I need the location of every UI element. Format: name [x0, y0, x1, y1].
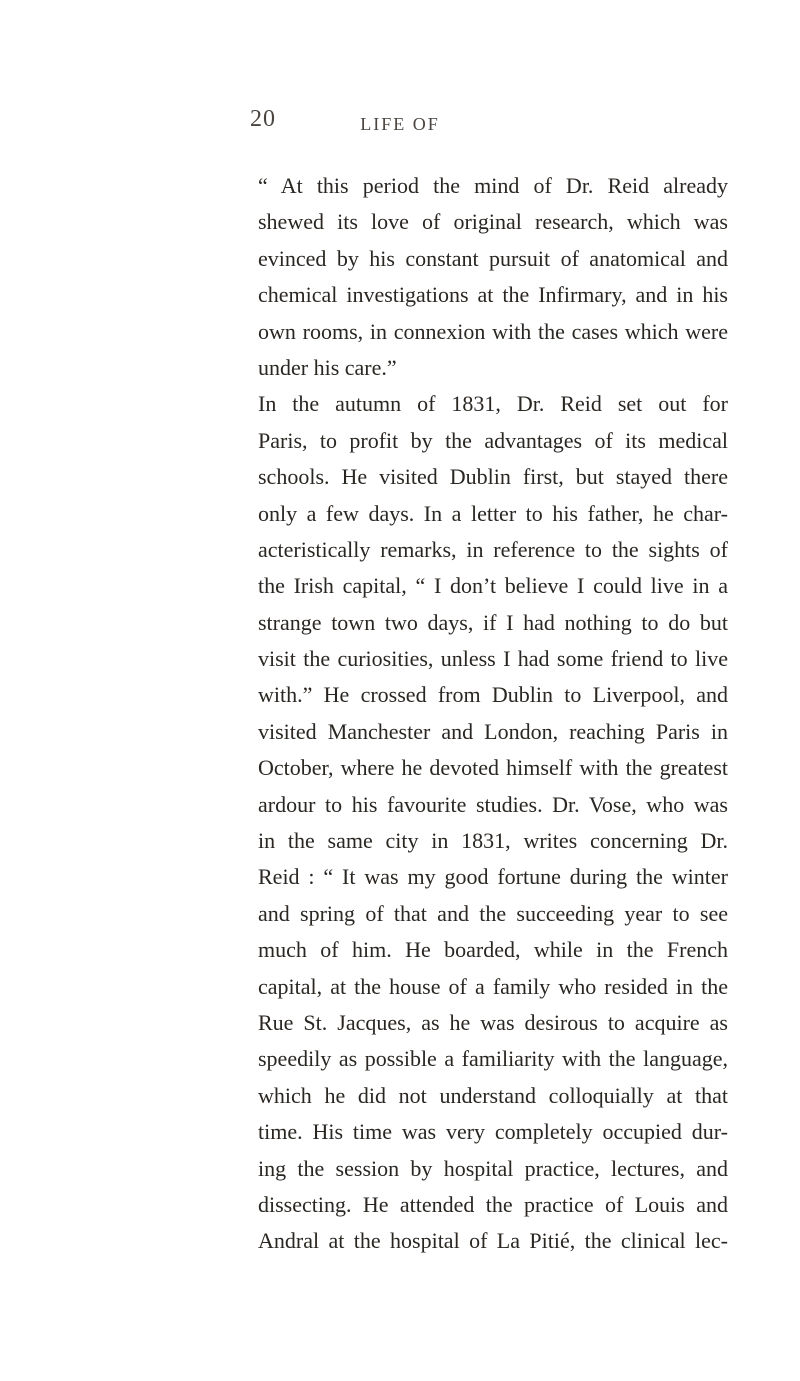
- text-line: evinced by his constant pursuit of anatomical and: [258, 245, 728, 271]
- text-line: Andral at the hospital of La Pitié, the clinical lec-: [258, 1228, 728, 1254]
- text-line: under his care.”: [258, 354, 397, 380]
- text-line: acteristically remarks, in reference to the sights of: [258, 536, 728, 562]
- text-line: ardour to his favourite studies. Dr. Vose, who was: [258, 791, 728, 817]
- text-line: in the same city in 1831, writes concerning Dr.: [258, 828, 728, 854]
- text-line: Reid : “ It was my good fortune during the winter: [258, 864, 728, 890]
- text-line: time. His time was very completely occupied dur-: [258, 1119, 728, 1145]
- text-line: own rooms, in connexion with the cases which were: [258, 318, 728, 344]
- text-line: Paris, to profit by the advantages of its medical: [258, 427, 728, 453]
- text-line: ing the session by hospital practice, lectures, and: [258, 1155, 728, 1181]
- text-line: “ At this period the mind of Dr. Reid already: [258, 173, 728, 198]
- text-line: which he did not understand colloquially at that: [258, 1082, 728, 1108]
- text-line: speedily as possible a familiarity with the language,: [258, 1046, 728, 1072]
- text-line: the Irish capital, “ I don’t believe I could live in a: [258, 573, 728, 599]
- text-line: In the autumn of 1831, Dr. Reid set out for: [258, 391, 728, 417]
- text-line: October, where he devoted himself with the greatest: [258, 755, 728, 781]
- page-number: 20: [250, 106, 276, 132]
- text-line: and spring of that and the succeeding year to see: [258, 900, 728, 926]
- body-text: [258, 168, 728, 1260]
- text-line: visited Manchester and London, reaching Paris in: [258, 718, 728, 744]
- text-line: capital, at the house of a family who resided in the: [258, 973, 728, 999]
- text-line: chemical investigations at the Infirmary, and in his: [258, 282, 728, 308]
- text-line: visit the curiosities, unless I had some friend to live: [258, 646, 728, 672]
- text-line: much of him. He boarded, while in the French: [258, 937, 728, 963]
- text-line: strange town two days, if I had nothing to do but: [258, 609, 728, 635]
- text-line: Rue St. Jacques, as he was desirous to acquire as: [258, 1009, 728, 1035]
- text-line: with.” He crossed from Dublin to Liverpool, and: [258, 682, 728, 708]
- text-line: only a few days. In a letter to his father, he char-: [258, 500, 728, 526]
- text-line: shewed its love of original research, which was: [258, 209, 728, 235]
- text-line: schools. He visited Dublin first, but stayed there: [258, 464, 728, 490]
- text-line: dissecting. He attended the practice of Louis and: [258, 1191, 728, 1217]
- running-head: LIFE OF: [360, 114, 440, 134]
